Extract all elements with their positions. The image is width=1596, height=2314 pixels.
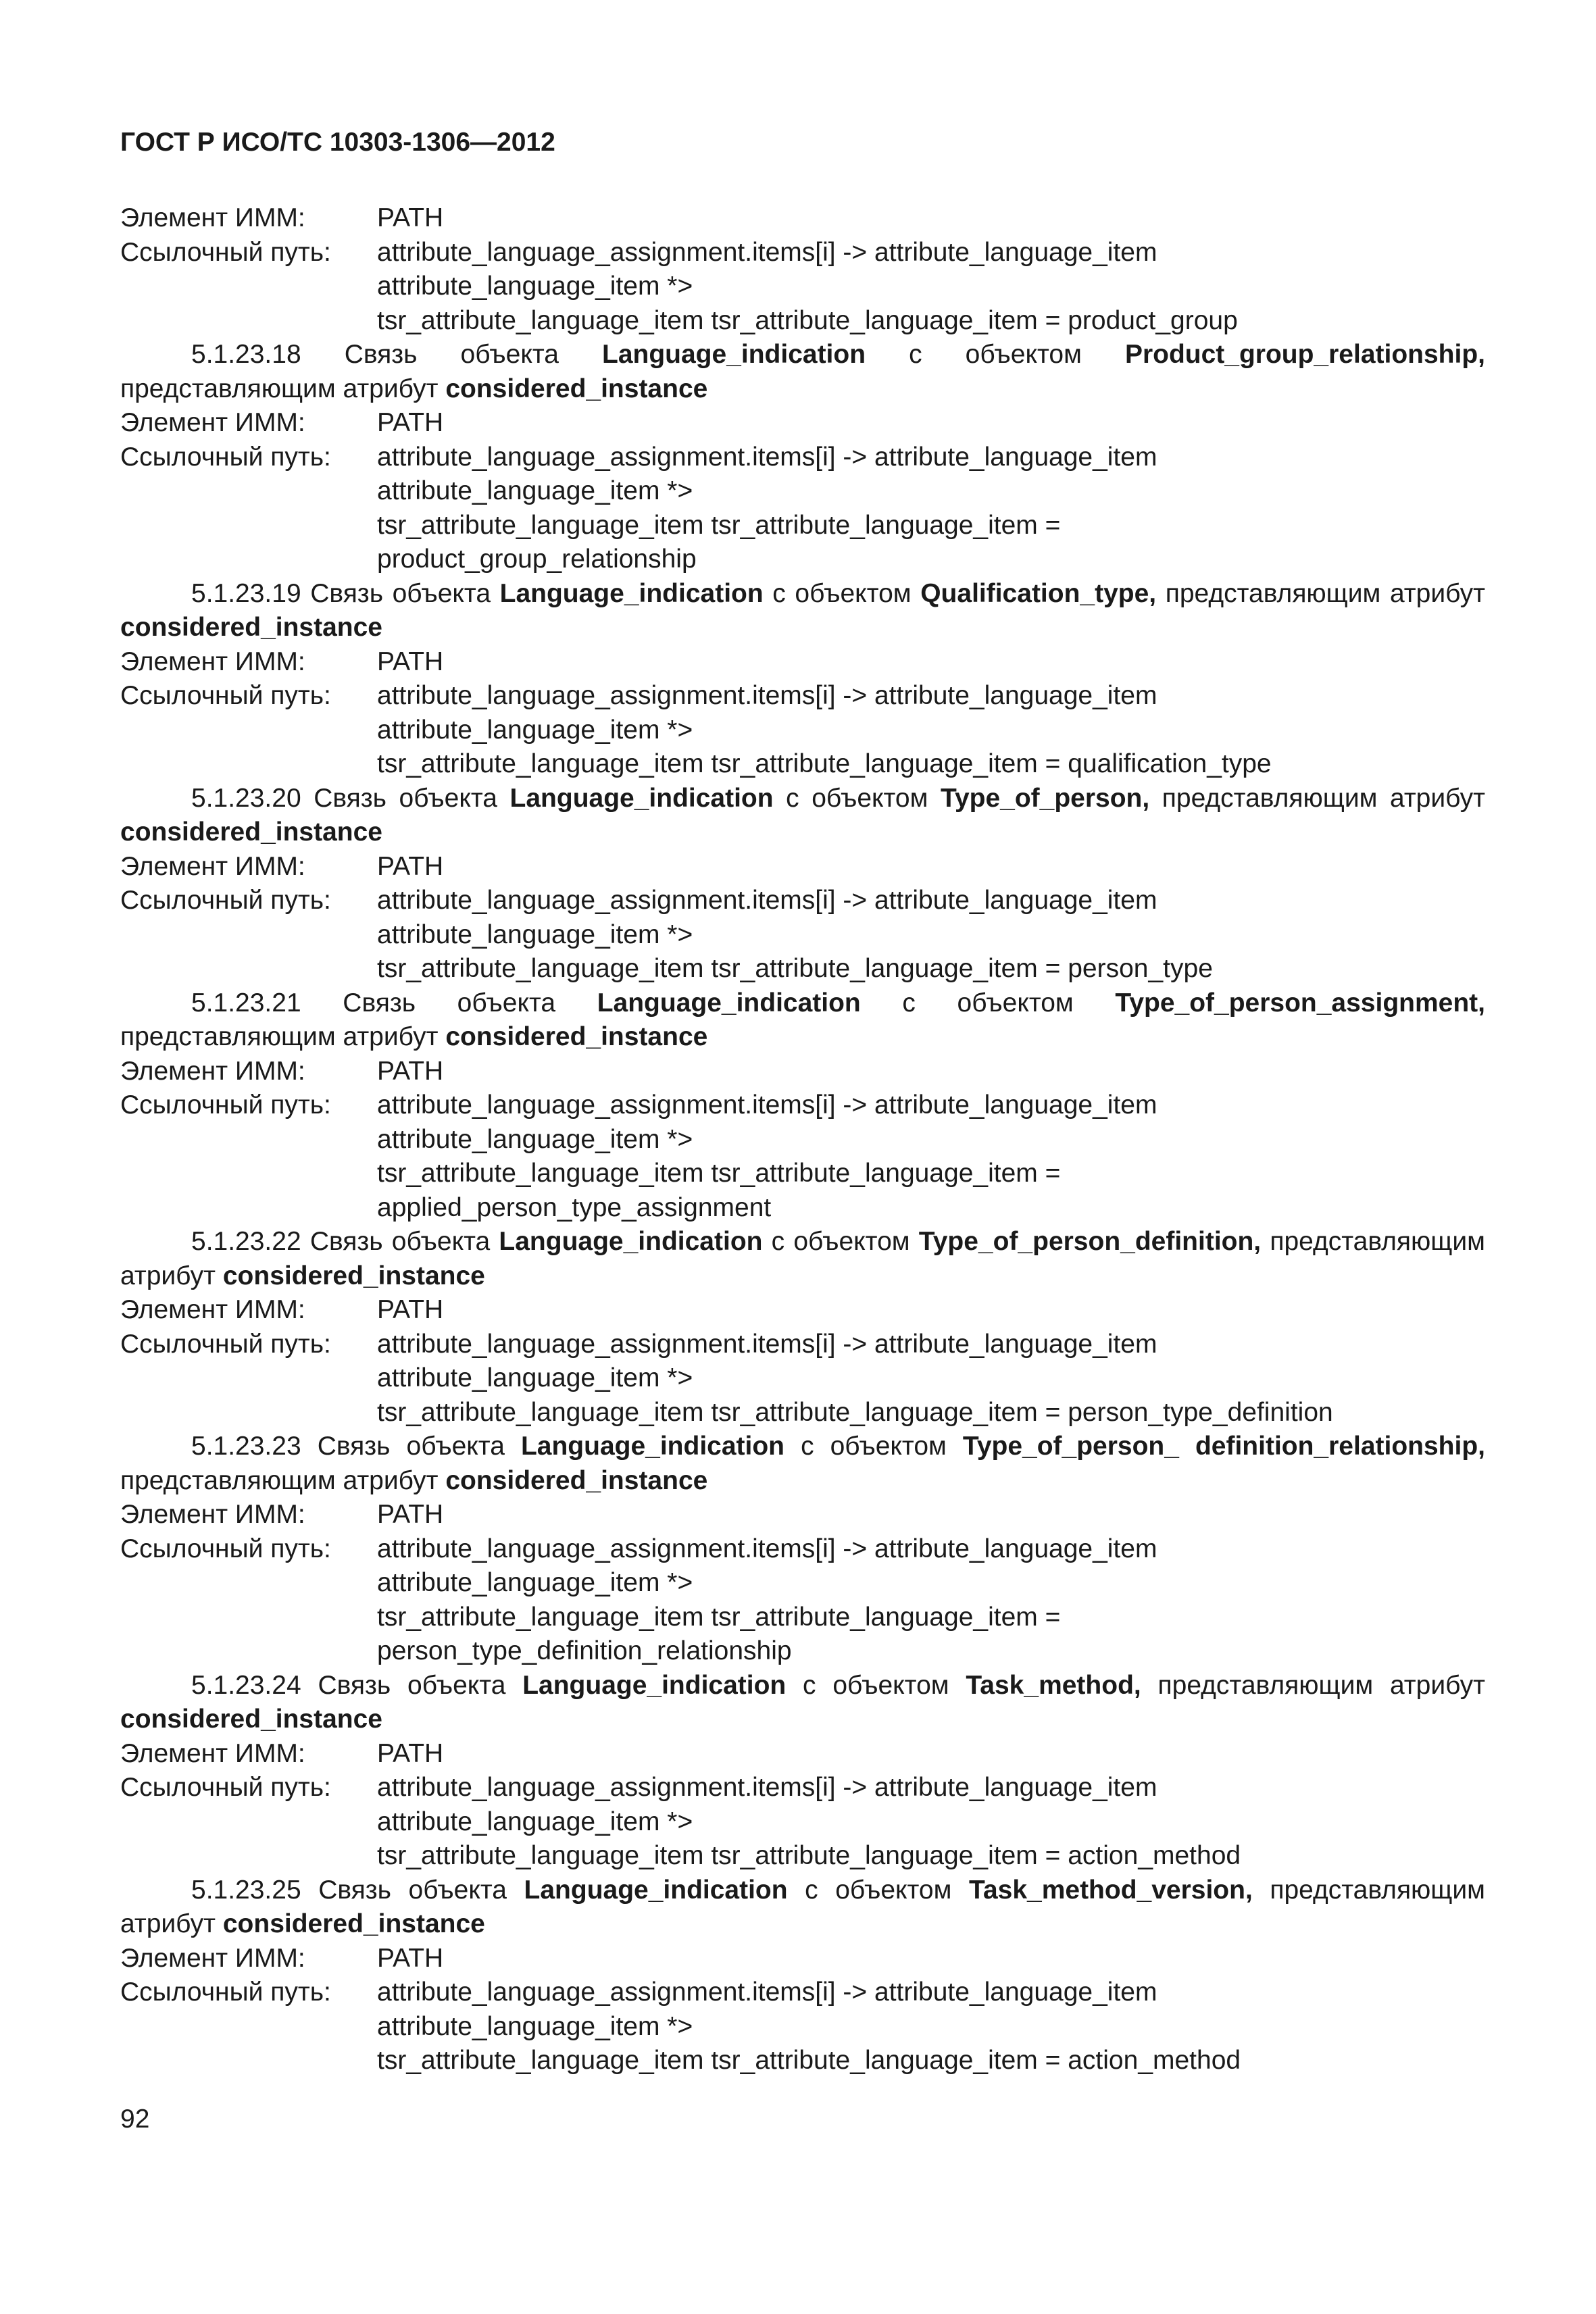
reference-path-label: Ссылочный путь: bbox=[120, 442, 331, 472]
clause-block bbox=[120, 986, 1485, 1226]
reference-path-row bbox=[120, 1532, 1485, 1567]
element-row bbox=[120, 1498, 1485, 1532]
reference-path-line: attribute_language_assignment.items[i] -> attribute_language_item bbox=[377, 237, 1157, 267]
reference-path-label: Ссылочный путь: bbox=[120, 1773, 331, 1802]
reference-path-line: attribute_language_item *> bbox=[377, 1568, 693, 1597]
clause-block bbox=[120, 1225, 1485, 1430]
reference-path-line: attribute_language_assignment.items[i] -> attribute_language_item bbox=[377, 1329, 1157, 1359]
reference-path-line: attribute_language_assignment.items[i] -> attribute_language_item bbox=[377, 1534, 1157, 1563]
element-label: Элемент ИММ: bbox=[120, 647, 305, 676]
element-label: Элемент ИММ: bbox=[120, 203, 305, 232]
reference-path-label: Ссылочный путь: bbox=[120, 681, 331, 710]
element-label: Элемент ИММ: bbox=[120, 1738, 305, 1768]
reference-path-line: person_type_definition_relationship bbox=[377, 1636, 792, 1665]
element-label: Элемент ИММ: bbox=[120, 1500, 305, 1529]
reference-path-label: Ссылочный путь: bbox=[120, 1329, 331, 1359]
element-value: PATH bbox=[377, 1943, 444, 1973]
reference-path-row bbox=[120, 1328, 1485, 1362]
element-value: PATH bbox=[377, 1056, 444, 1086]
reference-path-label: Ссылочный путь: bbox=[120, 1978, 331, 2007]
reference-path-line: attribute_language_item *> bbox=[377, 920, 693, 949]
clause-heading: 5.1.23.19 Связь объекта Language_indication с объектом Qualification_type, представляющим атрибут considered_instance bbox=[120, 578, 1485, 642]
reference-path-line: tsr_attribute_language_item tsr_attribute_language_item = bbox=[377, 1159, 1061, 1188]
element-label: Элемент ИММ: bbox=[120, 1295, 305, 1324]
element-value: PATH bbox=[377, 203, 444, 232]
clause-heading: 5.1.23.20 Связь объекта Language_indication с объектом Type_of_person, представляющим атрибут considered_instance bbox=[120, 783, 1485, 847]
reference-path-row bbox=[120, 679, 1485, 713]
reference-path-line: attribute_language_item *> bbox=[377, 272, 693, 301]
page-number: 92 bbox=[120, 2105, 150, 2134]
reference-path-label: Ссылочный путь: bbox=[120, 237, 331, 267]
reference-path-line: attribute_language_item *> bbox=[377, 476, 693, 505]
element-value: PATH bbox=[377, 1295, 444, 1324]
element-value: PATH bbox=[377, 408, 444, 437]
element-label: Элемент ИММ: bbox=[120, 1056, 305, 1086]
reference-path-line: applied_person_type_assignment bbox=[377, 1192, 772, 1222]
reference-path-line: attribute_language_item *> bbox=[377, 1807, 693, 1836]
reference-path-line: attribute_language_assignment.items[i] -> attribute_language_item bbox=[377, 442, 1157, 472]
reference-path-row bbox=[120, 1771, 1485, 1805]
reference-path-row bbox=[120, 1976, 1485, 2010]
reference-path-row bbox=[120, 441, 1485, 475]
reference-path-line: attribute_language_assignment.items[i] -> attribute_language_item bbox=[377, 886, 1157, 915]
reference-path-row bbox=[120, 1088, 1485, 1123]
clause-block bbox=[120, 782, 1485, 986]
clause-heading: 5.1.23.18 Связь объекта Language_indication с объектом Product_group_relationship, представляющим атрибут considered_instance bbox=[120, 340, 1485, 403]
element-row bbox=[120, 645, 1485, 680]
reference-path-row bbox=[120, 236, 1485, 270]
element-row bbox=[120, 1055, 1485, 1089]
element-label: Элемент ИММ: bbox=[120, 408, 305, 437]
element-value: PATH bbox=[377, 851, 444, 881]
reference-path-line: attribute_language_item *> bbox=[377, 1124, 693, 1154]
element-row bbox=[120, 1942, 1485, 1976]
reference-path-label: Ссылочный путь: bbox=[120, 1090, 331, 1120]
element-value: PATH bbox=[377, 647, 444, 676]
reference-path-line: attribute_language_assignment.items[i] -> attribute_language_item bbox=[377, 1773, 1157, 1802]
reference-path-line: product_group_relationship bbox=[377, 545, 697, 574]
mapping-block bbox=[120, 201, 1485, 338]
clause-block bbox=[120, 338, 1485, 577]
element-row bbox=[120, 201, 1485, 236]
clause-heading: 5.1.23.21 Связь объекта Language_indication с объектом Type_of_person_assignment, представляющим атрибут considered_instance bbox=[120, 988, 1485, 1051]
reference-path-line: tsr_attribute_language_item tsr_attribute_language_item = action_method bbox=[377, 1841, 1241, 1870]
reference-path-line: attribute_language_item *> bbox=[377, 2011, 693, 2041]
clause-heading: 5.1.23.23 Связь объекта Language_indication с объектом Type_of_person_ definition_relationship, представляющим атрибут considered_instance bbox=[120, 1432, 1485, 1495]
reference-path-line: tsr_attribute_language_item tsr_attribute_language_item = action_method bbox=[377, 2046, 1241, 2075]
clause-heading: 5.1.23.25 Связь объекта Language_indication с объектом Task_method_version, представляющим атрибут considered_instance bbox=[120, 1875, 1485, 1938]
document-header: ГОСТ Р ИСО/ТС 10303-1306—2012 bbox=[120, 128, 555, 157]
clause-heading: 5.1.23.22 Связь объекта Language_indication с объектом Type_of_person_definition, представляющим атрибут considered_instance bbox=[120, 1227, 1485, 1290]
reference-path-label: Ссылочный путь: bbox=[120, 886, 331, 915]
reference-path-line: attribute_language_assignment.items[i] -> attribute_language_item bbox=[377, 1090, 1157, 1120]
element-row bbox=[120, 406, 1485, 441]
reference-path-line: tsr_attribute_language_item tsr_attribute_language_item = bbox=[377, 1602, 1061, 1632]
document-body bbox=[120, 201, 1485, 2078]
reference-path-label: Ссылочный путь: bbox=[120, 1534, 331, 1563]
clause-heading: 5.1.23.24 Связь объекта Language_indication с объектом Task_method, представляющим атрибут considered_instance bbox=[120, 1670, 1485, 1734]
reference-path-line: attribute_language_item *> bbox=[377, 715, 693, 745]
element-label: Элемент ИММ: bbox=[120, 851, 305, 881]
reference-path-line: attribute_language_item *> bbox=[377, 1363, 693, 1392]
element-value: PATH bbox=[377, 1500, 444, 1529]
reference-path-row bbox=[120, 884, 1485, 918]
clause-block bbox=[120, 577, 1485, 782]
element-label: Элемент ИММ: bbox=[120, 1943, 305, 1973]
clause-block bbox=[120, 1430, 1485, 1669]
clause-block bbox=[120, 1669, 1485, 1873]
reference-path-line: tsr_attribute_language_item tsr_attribute_language_item = person_type bbox=[377, 954, 1213, 983]
element-value: PATH bbox=[377, 1738, 444, 1768]
reference-path-line: attribute_language_assignment.items[i] -> attribute_language_item bbox=[377, 1978, 1157, 2007]
reference-path-line: tsr_attribute_language_item tsr_attribute_language_item = product_group bbox=[377, 305, 1238, 335]
reference-path-line: tsr_attribute_language_item tsr_attribute_language_item = qualification_type bbox=[377, 749, 1272, 778]
reference-path-line: attribute_language_assignment.items[i] -> attribute_language_item bbox=[377, 681, 1157, 710]
element-row bbox=[120, 1737, 1485, 1771]
reference-path-line: tsr_attribute_language_item tsr_attribute_language_item = person_type_definition bbox=[377, 1397, 1333, 1427]
clause-block bbox=[120, 1873, 1485, 2078]
reference-path-line: tsr_attribute_language_item tsr_attribute_language_item = bbox=[377, 510, 1061, 540]
element-row bbox=[120, 1293, 1485, 1328]
element-row bbox=[120, 850, 1485, 884]
